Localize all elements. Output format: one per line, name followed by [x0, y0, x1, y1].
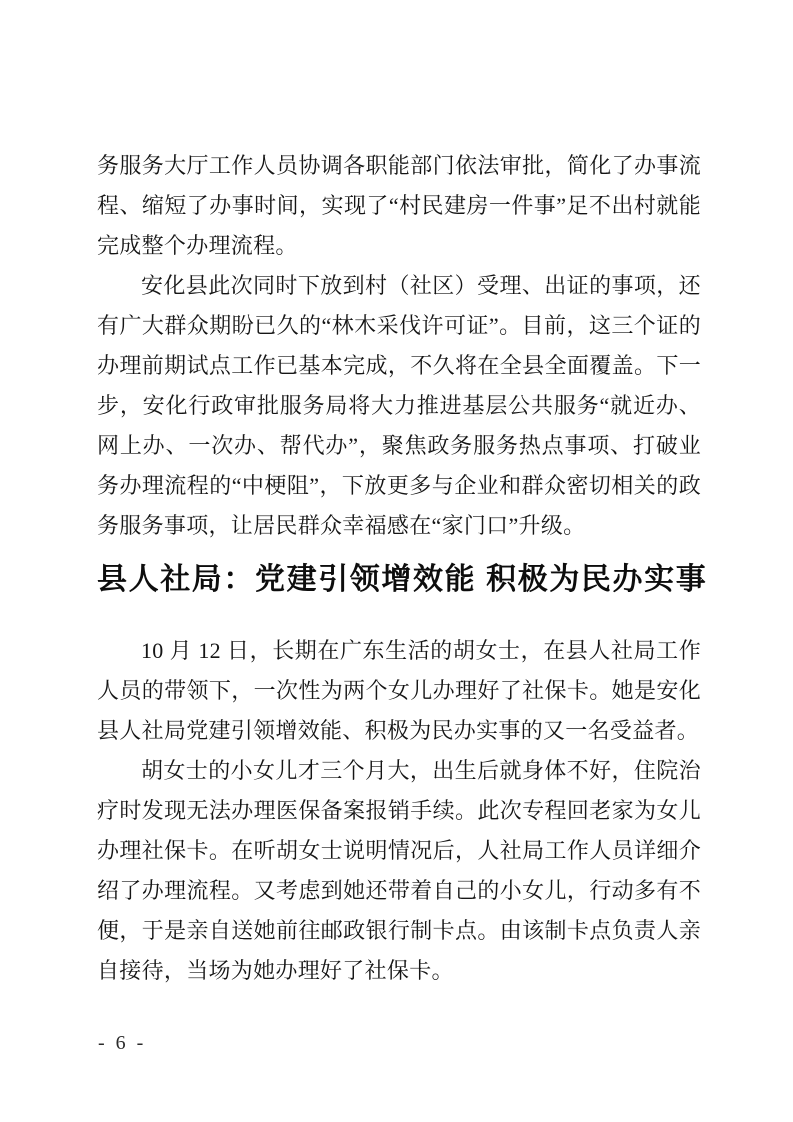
paragraph-social-card-story: 胡女士的小女儿才三个月大，出生后就身体不好，住院治疗时发现无法办理医保备案报销手续。此次专程回老家为女儿办理社保卡。在听胡女士说明情况后，人社局工作人员详细介绍了办理流程。又考虑到她还带着自己的小女儿，行动多有不便，于是亲自送她前往邮政银行制卡点。由该制卡点负责人亲自接待，当场为她办理好了社保卡。 — [97, 758, 701, 983]
article-content — [97, 146, 708, 991]
page-number: - 6 - — [98, 1032, 147, 1054]
paragraph-social-card-intro: 10 月 12 日，长期在广东生活的胡女士，在县人社局工作人员的带领下，一次性为两个女儿办理好了社保卡。她是安化县人社局党建引领增效能、积极为民办实事的又一名受益者。 — [97, 638, 701, 743]
paragraph-service-items: 安化县此次同时下放到村（社区）受理、出证的事项，还有广大群众期盼已久的“林木采伐许可证”。目前，这三个证的办理前期试点工作已基本完成，不久将在全县全面覆盖。下一步，安化行政审批服务局将大力推进基层公共服务“就近办、网上办、一次办、帮代办”，聚焦政务服务热点事项、打破业务办理流程的“中梗阻”，下放更多与企业和群众密切相关的政务服务事项，让居民群众幸福感在“家门口”升级。 — [97, 273, 701, 538]
section-heading: 县人社局：党建引领增效能 积极为民办实事 — [97, 563, 708, 596]
continuation-paragraph-1: 务服务大厅工作人员协调各职能部门依法审批，简化了办事流程、缩短了办事时间，实现了“村民建房一件事”足不出村就能完成整个办理流程。 — [97, 153, 701, 258]
